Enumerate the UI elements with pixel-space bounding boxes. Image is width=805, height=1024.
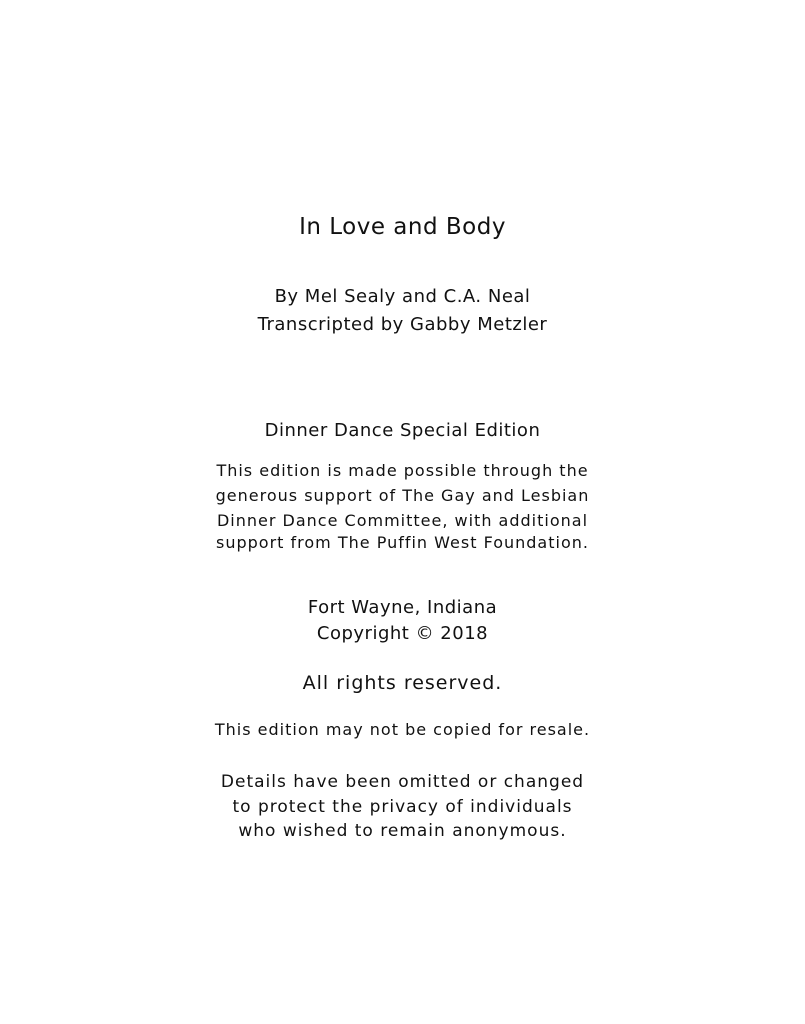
support-line: generous support of The Gay and Lesbian xyxy=(215,486,590,505)
support-line: This edition is made possible through the xyxy=(216,461,589,480)
rights-reserved: All rights reserved. xyxy=(302,672,503,694)
support-line: support from The Puffin West Foundation. xyxy=(216,533,589,552)
copyright-notice: Copyright © 2018 xyxy=(316,623,489,644)
privacy-notice-line: who wished to remain anonymous. xyxy=(238,821,567,841)
edition-heading: Dinner Dance Special Edition xyxy=(264,420,541,441)
support-line: Dinner Dance Committee, with additional xyxy=(216,511,589,530)
privacy-notice-line: Details have been omitted or changed xyxy=(220,772,585,792)
author-credit: By Mel Sealy and C.A. Neal xyxy=(274,286,531,307)
publication-location: Fort Wayne, Indiana xyxy=(307,597,498,618)
privacy-notice-line: to protect the privacy of individuals xyxy=(232,797,573,817)
book-title: In Love and Body xyxy=(299,214,506,240)
transcriber-credit: Transcripted by Gabby Metzler xyxy=(257,314,548,335)
resale-notice: This edition may not be copied for resale. xyxy=(214,720,591,739)
